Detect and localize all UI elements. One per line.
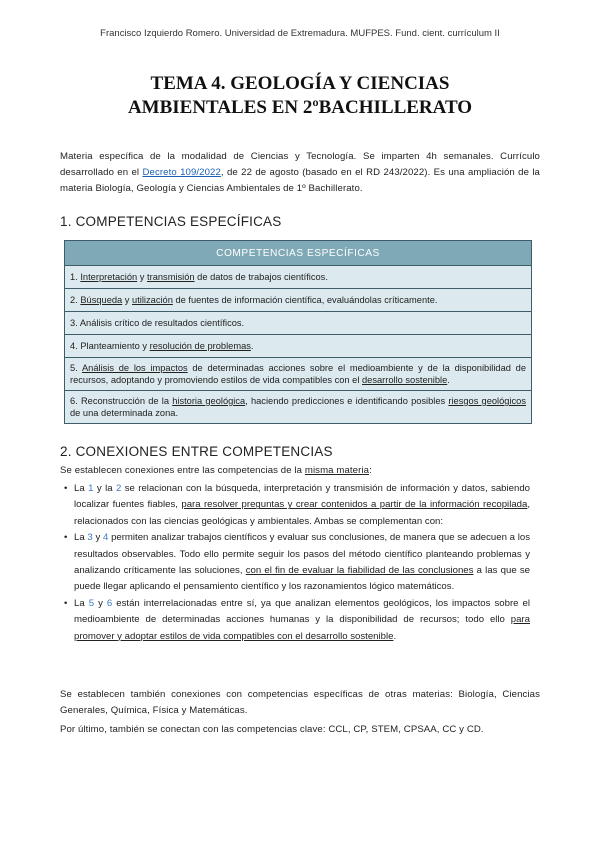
page-title bbox=[60, 72, 540, 120]
page-header: Francisco Izquierdo Romero. Universidad de Extremadura. MUFPES. Fund. cient. currículum II bbox=[100, 28, 500, 39]
decreto-link[interactable]: Decreto 109/2022 bbox=[142, 167, 221, 178]
intro-text-1: Materia específica de la modalidad de Ciencias y Tecnología. Se imparten 4h semanales. Currículo desarrollado en el bbox=[60, 151, 540, 178]
title-line-1: TEMA 4. GEOLOGÍA Y CIENCIAS bbox=[150, 73, 450, 94]
table-row: 4. Planteamiento y resolución de problemas. bbox=[65, 335, 532, 358]
list-item: • La 1 y la 2 se relacionan con la búsqueda, interpretación y transmisión de información y datos, sabiendo localizar fuentes fiables, para resolver preguntas y crear contenidos a partir de la información recopilada, relacionados con las ciencias geológicas y ambientales. Ambas se complementan con: bbox=[64, 483, 531, 527]
table-header: COMPETENCIAS ESPECÍFICAS bbox=[65, 241, 532, 266]
section-2-heading: 2. CONEXIONES ENTRE COMPETENCIAS bbox=[60, 444, 333, 459]
intro-text-2: , de 22 de agosto (basado en el RD 243/2022). Es una ampliación de la materia Biología, Geología y Ciencias Ambientales de 1º Bachillerato. bbox=[60, 167, 540, 194]
list-item: • La 5 y 6 están interrelacionadas entre sí, ya que analizan elementos geológicos, los impactos sobre el medioambiente de determinadas acciones humanas y la disponibilidad de recursos; todo ello para promover y adoptar estilos de vida compatibles con el desarrollo sostenible. bbox=[64, 597, 530, 642]
table-row: 3. Análisis crítico de resultados científicos. bbox=[65, 312, 532, 335]
intro-paragraph bbox=[60, 149, 540, 197]
bullet-icon: • bbox=[64, 597, 68, 609]
bullet-icon: • bbox=[64, 532, 68, 544]
other-subjects-paragraph: Se establecen también conexiones con competencias específicas de otras materias: Biología, Ciencias Generales, Química, Física y Matemáticas. bbox=[60, 689, 540, 716]
list-item: • La 3 y 4 permiten analizar trabajos científicos y evaluar sus conclusiones, de manera que se adecuen a los resultados observables. Todo ello permite seguir los pasos del método científico planteando problemas y analizando críticamente las soluciones, con el fin de evaluar la fiabilidad de las conclusiones a las que se puede llegar aplicando el pensamiento científico y los razonamientos lógico matemáticos. bbox=[64, 532, 530, 593]
bullet-icon: • bbox=[64, 483, 68, 494]
competencias-table bbox=[64, 240, 532, 424]
section-2-intro: Se establecen conexiones entre las competencias de la misma materia: bbox=[60, 465, 372, 476]
table-row: 2. Búsqueda y utilización de fuentes de información científica, evaluándolas críticamente. bbox=[65, 289, 532, 312]
table-row: 1. Interpretación y transmisión de datos de trabajos científicos. bbox=[65, 266, 532, 289]
table-row: 5. Análisis de los impactos de determinadas acciones sobre el medioambiente y de la disponibilidad de recursos, adoptando y promoviendo estilos de vida compatibles con el desarrollo sostenible. bbox=[65, 358, 532, 391]
section-1-heading: 1. COMPETENCIAS ESPECÍFICAS bbox=[60, 214, 282, 229]
key-competences-paragraph: Por último, también se conectan con las competencias clave: CCL, CP, STEM, CPSAA, CC y CD. bbox=[60, 724, 484, 735]
table-row: 6. Reconstrucción de la historia geológica, haciendo predicciones e identificando posibles riesgos geológicos de una determinada zona. bbox=[65, 391, 532, 424]
connections-list bbox=[64, 481, 530, 645]
title-line-2: AMBIENTALES EN 2ºBACHILLERATO bbox=[127, 97, 473, 118]
